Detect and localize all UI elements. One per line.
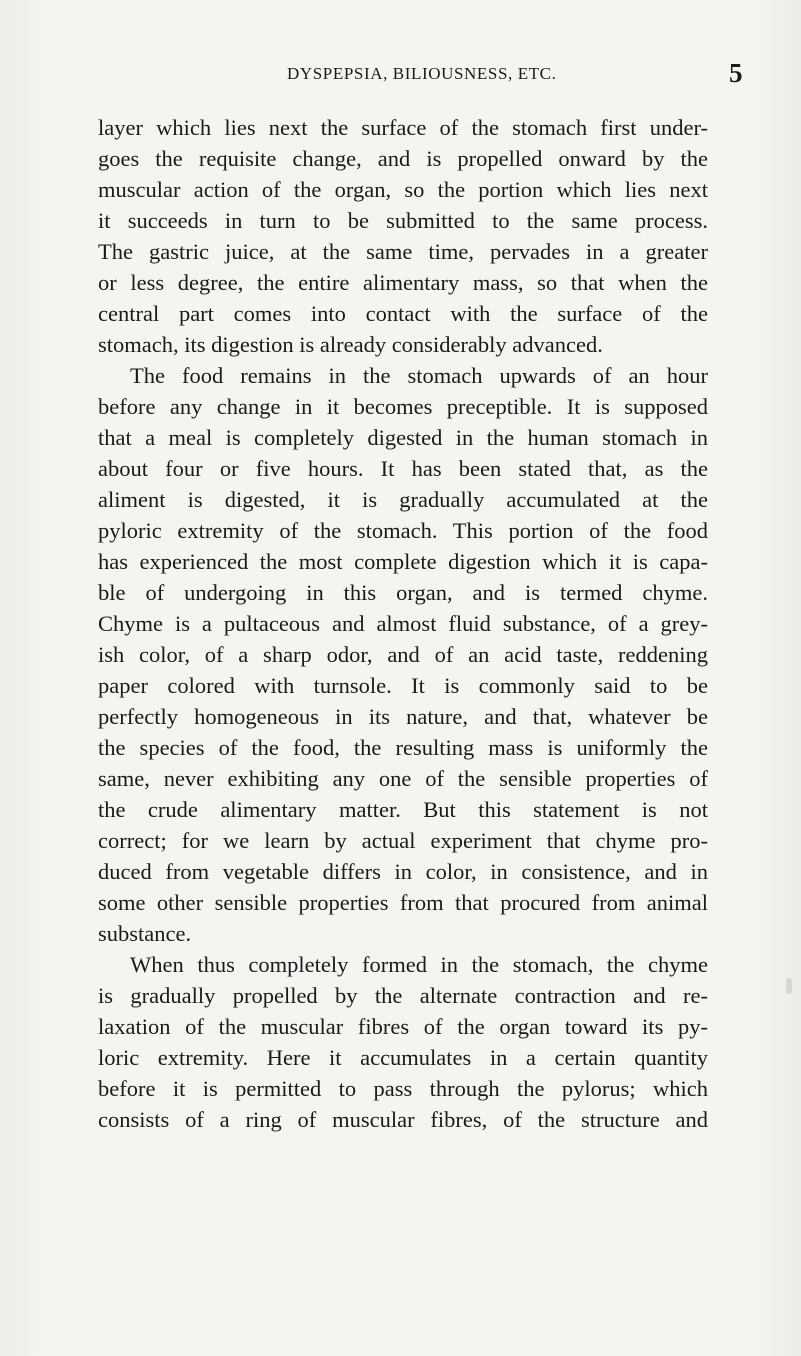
text-line: it succeeds in turn to be submitted to the same process. [98, 208, 708, 233]
text-line: about four or five hours. It has been stated that, as the [98, 456, 708, 481]
text-line: or less degree, the entire alimentary mass, so that when the [98, 270, 708, 295]
text-line: has experienced the most complete digestion which it is capa- [98, 549, 708, 574]
text-line: pyloric extremity of the stomach. This portion of the food [98, 518, 708, 543]
text-line: same, never exhibiting any one of the sensible properties of [98, 766, 708, 791]
text-line: before it is permitted to pass through the pylorus; which [98, 1076, 708, 1101]
text-line: goes the requisite change, and is propelled onward by the [98, 146, 708, 171]
text-line: When thus completely formed in the stomach, the chyme [130, 952, 708, 977]
text-line: that a meal is completely digested in the human stomach in [98, 425, 708, 450]
page-number: 5 [729, 58, 743, 88]
paper-smudge [786, 978, 792, 994]
text-line: stomach, its digestion is already considerably advanced. [98, 332, 603, 357]
text-line: paper colored with turnsole. It is commonly said to be [98, 673, 708, 698]
text-line: The gastric juice, at the same time, pervades in a greater [98, 239, 708, 264]
text-line: loric extremity. Here it accumulates in a certain quantity [98, 1045, 708, 1070]
text-line: ish color, of a sharp odor, and of an acid taste, reddening [98, 642, 708, 667]
text-line: aliment is digested, it is gradually accumulated at the [98, 487, 708, 512]
text-line: laxation of the muscular fibres of the organ toward its py- [98, 1014, 708, 1039]
text-line: consists of a ring of muscular fibres, of the structure and [98, 1107, 708, 1132]
text-line: the crude alimentary matter. But this statement is not [98, 797, 708, 822]
text-line: substance. [98, 921, 192, 946]
text-line: the species of the food, the resulting mass is uniformly the [98, 735, 708, 760]
text-line: duced from vegetable differs in color, in consistence, and in [98, 859, 708, 884]
text-line: ble of undergoing in this organ, and is termed chyme. [98, 580, 708, 605]
text-line: Chyme is a pultaceous and almost fluid substance, of a grey- [98, 611, 708, 636]
text-line: correct; for we learn by actual experiment that chyme pro- [98, 828, 708, 853]
running-head [0, 58, 801, 92]
body-text [98, 112, 708, 1135]
text-line: before any change in it becomes preceptible. It is supposed [98, 394, 708, 419]
text-line: layer which lies next the surface of the stomach first under- [98, 115, 708, 140]
running-title: DYSPEPSIA, BILIOUSNESS, ETC. [287, 64, 557, 83]
text-line: perfectly homogeneous in its nature, and that, whatever be [98, 704, 708, 729]
text-line: muscular action of the organ, so the portion which lies next [98, 177, 708, 202]
text-line: central part comes into contact with the surface of the [98, 301, 708, 326]
text-line: is gradually propelled by the alternate contraction and re- [98, 983, 708, 1008]
text-line: some other sensible properties from that procured from animal [98, 890, 708, 915]
text-line: The food remains in the stomach upwards of an hour [130, 363, 708, 388]
